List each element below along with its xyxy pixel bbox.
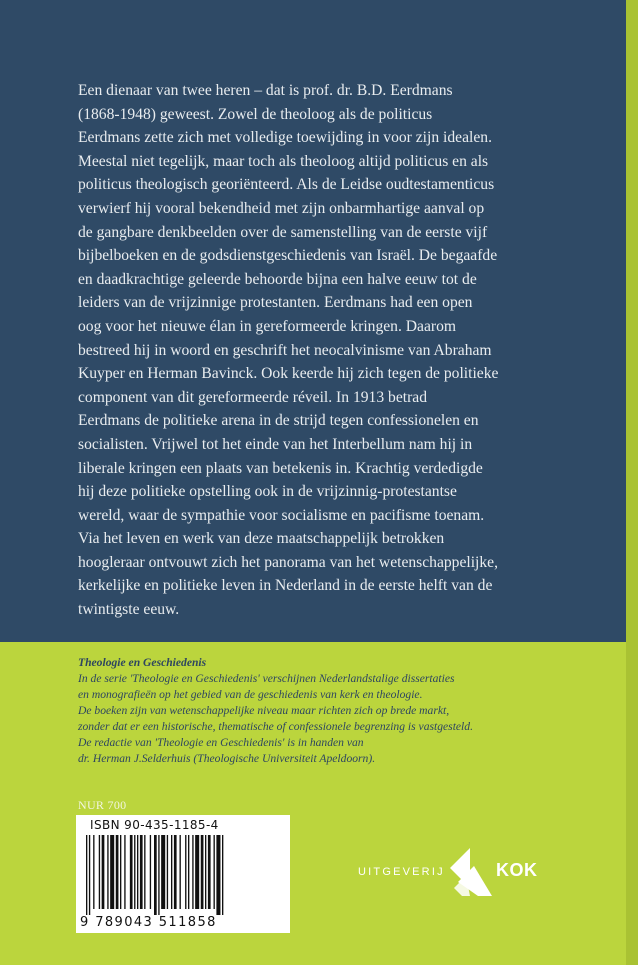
blurb-line: liberale kringen een plaats van betekenis in. Krachtig verdedigde [78, 459, 483, 477]
blurb-line: Meestal niet tegelijk, maar toch als theoloog altijd politicus en als [78, 152, 489, 170]
blurb-line: component van dit gereformeerde réveil. In 1913 betrad [78, 388, 427, 406]
publisher-name: KOK [496, 860, 538, 880]
isbn-number: ISBN 90-435-1185-4 [90, 818, 219, 832]
series-line: dr. Herman J.Selderhuis (Theologische Universiteit Apeldoorn). [78, 752, 376, 765]
blurb-line: Eerdmans de politieke arena in de strijd tegen confessionelen en [78, 412, 479, 430]
kok-logo-icon [448, 848, 494, 898]
blurb-line: wereld, waar de sympathie voor socialisme en pacifisme toenam. [78, 506, 485, 524]
series-line: en monografieën op het gebied van de geschiedenis van kerk en theologie. [78, 688, 423, 701]
barcode-image [84, 835, 282, 915]
barcode-label [76, 815, 290, 933]
blurb-line: leiders van de vrijzinnige protestanten. Eerdmans had een open [78, 294, 473, 312]
publisher-logo [358, 848, 558, 898]
blurb-line: de gangbare denkbeelden over de samenstelling van de eerste vijf [78, 223, 488, 241]
ean-number: 9 789043 511858 [80, 915, 217, 930]
blurb-line: twintigste eeuw. [78, 601, 180, 619]
nur-code: NUR 700 [78, 798, 127, 812]
blurb-line: Kuyper en Herman Bavinck. Ook keerde hij zich tegen de politieke [78, 365, 499, 383]
blurb-line: hoogleraar ontvouwt zich het panorama van het wetenschappelijke, [78, 553, 499, 571]
blurb-line: en daadkrachtige geleerde behoorde bijna een halve eeuw tot de [78, 270, 477, 288]
blurb-line: oog voor het nieuwe élan in gereformeerde kringen. Daarom [78, 317, 456, 335]
spine-edge-strip [626, 0, 638, 965]
blurb-line: socialisten. Vrijwel tot het einde van het Interbellum nam hij in [78, 435, 473, 453]
blurb-line: verwierf hij vooral bekendheid met zijn onbarmhartige aanval op [78, 199, 485, 217]
series-line: In de serie 'Theologie en Geschiedenis' verschijnen Nederlandstalige dissertaties [78, 672, 455, 685]
series-title: Theologie en Geschiedenis [78, 656, 207, 669]
blurb-text [78, 79, 618, 622]
blurb-line: Een dienaar van twee heren – dat is prof. dr. B.D. Eerdmans [78, 82, 453, 99]
blurb-line: (1868-1948) geweest. Zowel de theoloog als de politicus [78, 105, 433, 123]
blurb-line: Via het leven en werk van deze maatschappelijk betrokken [78, 530, 445, 548]
publisher-prefix: UITGEVERIJ [358, 866, 445, 878]
series-line: De boeken zijn van wetenschappelijke niveau maar richten zich op brede markt, [78, 704, 450, 717]
blurb-line: politicus theologisch georiënteerd. Als de Leidse oudtestamenticus [78, 176, 495, 194]
series-line: De redactie van 'Theologie en Geschiedenis' is in handen van [78, 736, 364, 749]
blurb-line: kerkelijke en politieke leven in Nederland in de eerste helft van de [78, 577, 493, 595]
blurb-line: bijbelboeken en de godsdienstgeschiedenis van Israël. De begaafde [78, 247, 498, 265]
series-description [78, 655, 618, 767]
blurb-line: Eerdmans zette zich met volledige toewijding in voor zijn idealen. [78, 129, 492, 147]
blurb-line: bestreed hij in woord en geschrift het neocalvinisme van Abraham [78, 341, 492, 359]
series-line: zonder dat er een historische, thematische of confessionele begrenzing is vastgesteld. [78, 720, 473, 733]
blurb-line: hij deze politieke opstelling ook in de vrijzinnig-protestantse [78, 483, 457, 501]
